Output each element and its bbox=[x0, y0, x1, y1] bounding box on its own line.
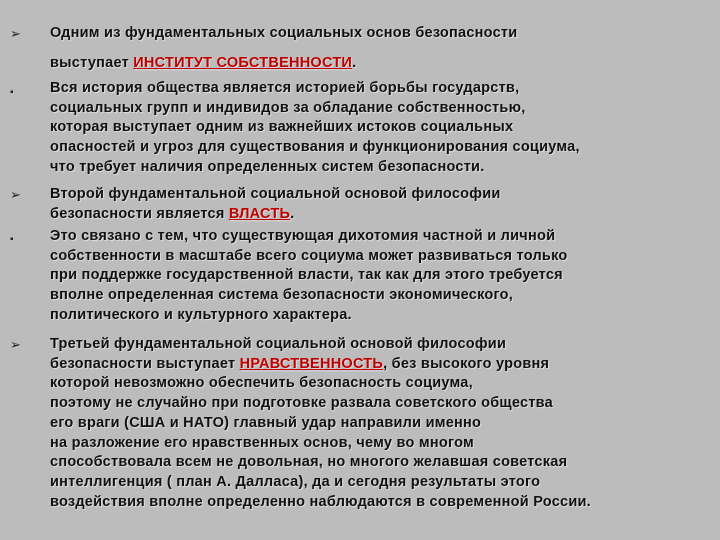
highlight-property: ИНСТИТУТ СОБСТВЕННОСТИ bbox=[133, 54, 353, 71]
square-bullet-icon: ▪ bbox=[10, 234, 14, 245]
p4-line: политического и культурного характера. bbox=[50, 306, 352, 323]
p2-line: Вся история общества является историей борьбы государств, bbox=[50, 80, 520, 96]
paragraph-power bbox=[50, 185, 715, 224]
p4-line: при поддержке государственной власти, так как для этого требуется bbox=[50, 267, 563, 284]
p5-line1: Третьей фундаментальной социальной основой философии bbox=[50, 336, 507, 352]
p1-line2 bbox=[50, 54, 715, 74]
highlight-morality: НРАВСТВЕННОСТЬ bbox=[239, 355, 384, 372]
arrow-bullet-icon: ➢ bbox=[10, 26, 21, 41]
p1-line2-post: . bbox=[352, 54, 357, 71]
paragraph-dichotomy bbox=[50, 227, 715, 326]
p5-line2-pre: безопасности выступает bbox=[50, 355, 240, 372]
p4-line: вполне определенная система безопасности экономического, bbox=[50, 287, 513, 304]
p3-line2-post: . bbox=[290, 205, 295, 222]
paragraph-history bbox=[50, 79, 715, 178]
p5-line2 bbox=[50, 355, 715, 375]
p5-line: его враги (США и НАТО) главный удар направили именно bbox=[50, 414, 482, 431]
p2-line: которая выступает одним из важнейших истоков социальных bbox=[50, 119, 514, 136]
square-bullet-icon: ▪ bbox=[10, 87, 14, 98]
p1-line2-pre: выступает bbox=[50, 54, 134, 71]
paragraph-morality bbox=[50, 335, 715, 512]
p5-line: на разложение его нравственных основ, чему во многом bbox=[50, 434, 474, 451]
p3-line2 bbox=[50, 205, 715, 225]
highlight-power: ВЛАСТЬ bbox=[228, 205, 291, 222]
p5-line: интеллигенция ( план А. Далласа), да и сегодня результаты этого bbox=[50, 473, 541, 490]
p2-line: опасностей и угроз для существования и функционирования социума, bbox=[50, 139, 580, 156]
p5-line: способствовала всем не довольная, но многого желавшая советская bbox=[50, 454, 568, 471]
p3-line1: Второй фундаментальной социальной основой философии bbox=[50, 186, 501, 202]
p5-line: поэтому не случайно при подготовке развала советского общества bbox=[50, 395, 553, 412]
arrow-bullet-icon: ➢ bbox=[10, 337, 21, 352]
p2-line: что требует наличия определенных систем безопасности. bbox=[50, 158, 485, 175]
arrow-bullet-icon: ➢ bbox=[10, 187, 21, 202]
p3-line2-pre: безопасности является bbox=[50, 205, 229, 222]
p4-line: собственности в масштабе всего социума может развиваться только bbox=[50, 247, 568, 264]
p2-line: социальных групп и индивидов за обладание собственностью, bbox=[50, 99, 526, 116]
p4-line: Это связано с тем, что существующая дихотомия частной и личной bbox=[50, 228, 556, 244]
p5-line: которой невозможно обеспечить безопасность социума, bbox=[50, 375, 473, 392]
p5-line2-post: , без высокого уровня bbox=[383, 355, 550, 372]
p5-line: воздействия вполне определенно наблюдаются в современной России. bbox=[50, 493, 591, 510]
paragraph-property bbox=[50, 24, 715, 73]
p1-line1: Одним из фундаментальных социальных основ безопасности bbox=[50, 25, 518, 41]
